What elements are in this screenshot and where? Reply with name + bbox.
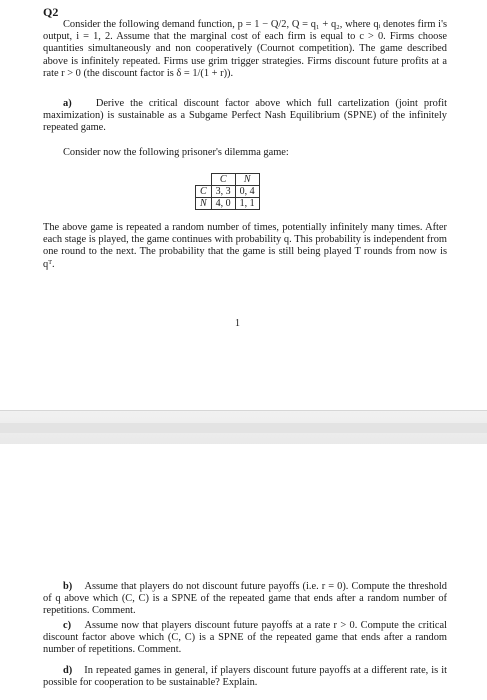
part-b	[43, 581, 447, 618]
part-c-label: c)	[63, 620, 72, 631]
intro-text: Consider the following demand function, p = 1 − Q/2, Q = q₁ + q₂, where qᵢ denotes firm i's output, i = 1, 2. Assume that the marginal cost of each firm is equal to c > 0. Firms choose quantities simultaneously and non cooperatively (Cournot competition). The game described above is infinitely repeated. Firms use grim trigger strategies. Firms discount future profits at a rate r > 0 (the discount factor is δ = 1/(1 + r)).	[43, 19, 447, 79]
payoff-cell-nn: 1, 1	[235, 198, 259, 210]
part-d	[43, 665, 447, 689]
payoff-cell-cc: 3, 3	[211, 186, 235, 198]
page-separator	[0, 410, 487, 446]
payoff-matrix	[195, 173, 260, 210]
repeat-text: The above game is repeated a random number of times, potentially infinitely many times. After each stage is played, the game continues with probability q. This probability is independent from one round to the next. The probability that the game is still being played T rounds from now is qᵀ.	[43, 222, 447, 270]
col-header-n: N	[235, 174, 259, 186]
page-number: 1	[235, 318, 240, 329]
pd-intro	[43, 147, 447, 159]
intro-paragraph	[43, 19, 447, 80]
payoff-cell-cn: 0, 4	[235, 186, 259, 198]
part-a-label: a)	[63, 98, 72, 109]
payoff-header-row	[196, 174, 260, 186]
payoff-row-c	[196, 186, 260, 198]
payoff-row-n	[196, 198, 260, 210]
part-d-label: d)	[63, 665, 73, 676]
question-title: Q2	[43, 5, 59, 19]
part-a	[43, 98, 447, 135]
part-b-label: b)	[63, 581, 73, 592]
payoff-corner	[196, 174, 212, 186]
part-a-text: Derive the critical discount factor above which full cartelization (joint profit maximization) is sustainable as a Subgame Perfect Nash Equilibrium (SPNE) of the infinitely repeated game.	[43, 98, 448, 134]
row-header-c: C	[196, 186, 212, 198]
part-d-text: In repeated games in general, if players discount future payoffs at a different rate, is it possible for cooperation to be sustainable? Explain.	[43, 665, 448, 689]
page-2	[0, 444, 487, 700]
col-header-c: C	[211, 174, 235, 186]
payoff-cell-nc: 4, 0	[211, 198, 235, 210]
part-b-text: Assume that players do not discount future payoffs (i.e. r = 0). Compute the threshold of q above which (C, C) is a SPNE of the repeated game that ends after a random number of repetitions. Comment.	[43, 581, 447, 617]
part-c-text: Assume now that players discount future payoffs at a rate r > 0. Compute the critical discount factor above which (C, C) is a SPNE of the repeated game that ends after a random number of repetitions. Comment.	[43, 620, 447, 656]
row-header-n: N	[196, 198, 212, 210]
pd-intro-text: Consider now the following prisoner's dilemma game:	[63, 147, 289, 158]
part-c	[43, 620, 447, 657]
repeat-paragraph	[43, 222, 447, 271]
